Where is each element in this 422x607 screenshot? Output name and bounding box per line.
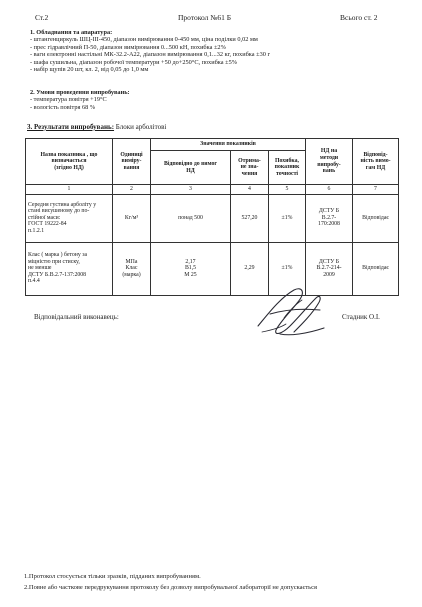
row-method: ДСТУ Б В.2.7- 170:2008 (306, 194, 353, 242)
footnote: 2.Повне або часткове передрукування протоколу без дозволу випробувальної лабораторії не допускається (24, 584, 317, 591)
row-name: Середня густина арболіту у стані висушеному до по- стійної маси: ГОСТ 19222-84 п.1.2.1 (26, 194, 113, 242)
responsible-label: Відповідальний виконавець: (34, 313, 119, 321)
results-table (25, 138, 399, 296)
row-required: понад 500 (151, 194, 231, 242)
row-unit: Кг/м³ (113, 194, 151, 242)
row-error: ±1% (269, 242, 306, 295)
row-unit: МПа Клас (марка) (113, 242, 151, 295)
table-row (26, 194, 399, 242)
row-conformity: Відповідає (353, 242, 399, 295)
row-method: ДСТУ Б В.2.7-214- 2009 (306, 242, 353, 295)
column-number: 6 (306, 185, 353, 195)
col-header-name: Назва показника , що визначається (згідно НД) (26, 139, 113, 185)
col-header-method: НД на методи випробу- вань (306, 139, 353, 185)
column-number: 4 (231, 185, 269, 195)
results-heading: 3. Результати випробувань: (27, 123, 115, 131)
sheet-number: Ст.2 (35, 13, 49, 22)
equipment-item: - набір щупів 20 шт, кл. 2, від 0,05 до 1,0 мм (30, 66, 149, 74)
column-number: 2 (113, 185, 151, 195)
row-name: Клас ( марка ) бетону за міцністю при стиску, не менше ДСТУ Б.В.2.7-137:2008 п.4.4 (26, 242, 113, 295)
equipment-title: 1. Обладнання та апаратура: (30, 29, 113, 36)
col-header-conformity: Відповід- ність вимо- гам НД (353, 139, 399, 185)
conditions-title: 2. Умови проведення випробувань: (30, 89, 130, 96)
equipment-item: - прес гідравлічний П-50, діапазон вимірювання 0...500 кН, похибка ±2% (30, 43, 226, 51)
results-title (27, 123, 166, 131)
row-obtained: 527,20 (231, 194, 269, 242)
table-row (26, 242, 399, 295)
total-sheets: Всього ст. 2 (340, 13, 378, 22)
column-number: 5 (269, 185, 306, 195)
equipment-item: - ваги електронні настільні МК-32.2-А22, діапазон вимірювання 0,1...32 кг, похибка ±30 г (30, 51, 271, 59)
equipment-section (30, 29, 270, 73)
col-header-error: Похибка, показник точності (269, 151, 306, 185)
results-subject: Блоки арболітові (115, 123, 167, 131)
header-row (26, 139, 399, 151)
row-required: 2,17 В1,5 М 25 (151, 242, 231, 295)
row-error: ±1% (269, 194, 306, 242)
row-obtained: 2,29 (231, 242, 269, 295)
responsible-name: Стадник О.І. (342, 313, 380, 321)
protocol-number: Протокол №61 Б (178, 13, 232, 22)
column-number-row (26, 185, 399, 195)
equipment-item: - шафа сушильна, діапазон робочої температури +50 до+250°С, похибка ±5% (30, 58, 237, 66)
equipment-item: - штангенциркуль ШЦ-ІІІ-450, діапазон вимірювання 0-450 мм, ціна поділки 0,02 мм (30, 36, 258, 44)
column-number: 3 (151, 185, 231, 195)
condition-item: - температура повітря +19°С (30, 96, 107, 104)
col-header-unit: Одиниці виміру- вання (113, 139, 151, 185)
row-conformity: Відповідає (353, 194, 399, 242)
handwritten-signature (250, 284, 328, 342)
col-header-values-group: Значення показників (151, 139, 306, 151)
col-header-obtained: Отрима- не зна- чення (231, 151, 269, 185)
condition-item: - вологість повітря 68 % (30, 103, 96, 111)
footnote: 1.Протокол стосується тільки зразків, підданих випробуванням. (24, 573, 201, 580)
column-number: 1 (26, 185, 113, 195)
column-number: 7 (353, 185, 399, 195)
conditions-section (30, 89, 130, 111)
col-header-required: Відповідно до вимог НД (151, 151, 231, 185)
